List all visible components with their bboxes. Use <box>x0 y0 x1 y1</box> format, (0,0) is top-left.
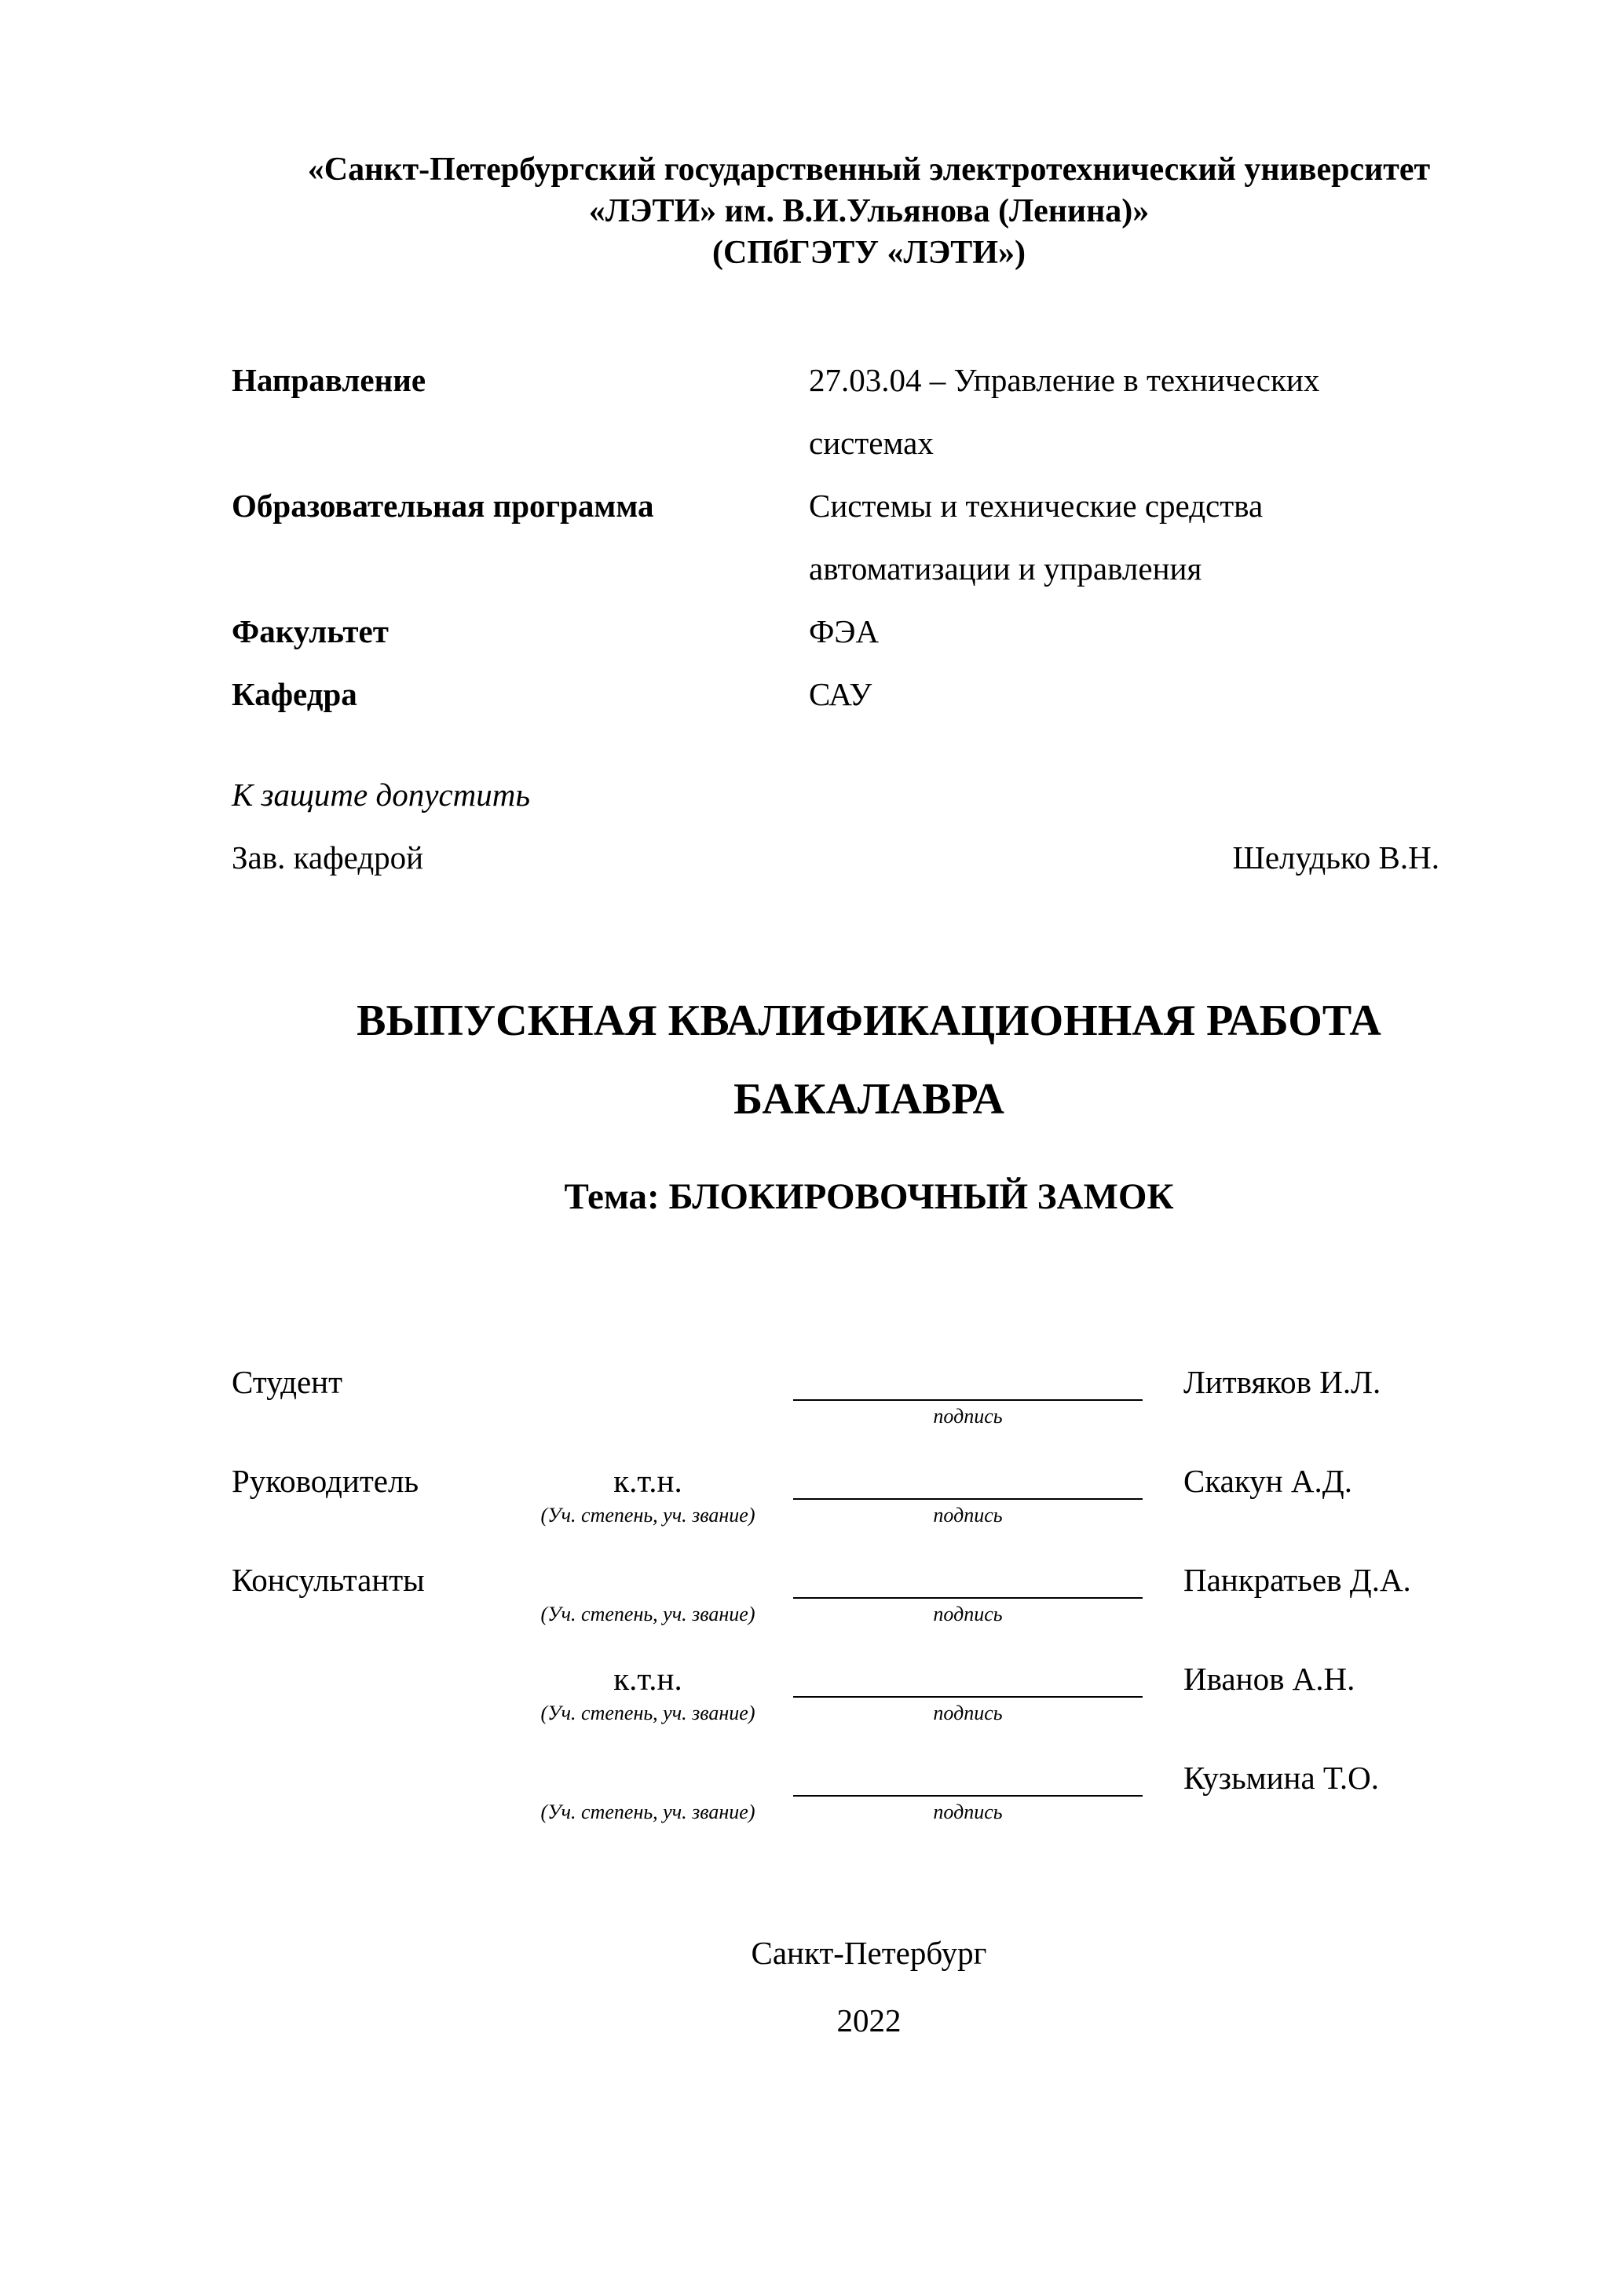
role-caption-empty <box>232 1797 503 1826</box>
signature-cell <box>793 1355 1143 1431</box>
university-abbreviation: (СПбГЭТУ «ЛЭТИ») <box>712 235 1026 271</box>
direction-value: 27.03.04 – Управление в технических системах <box>809 362 1320 461</box>
department-head-name: Шелудько В.Н. <box>1232 839 1439 876</box>
signer-name: Кузьмина Т.О. <box>1183 1760 1379 1796</box>
program-label: Образовательная программа <box>232 488 654 524</box>
degree-cell <box>503 1652 793 1727</box>
degree-cell <box>503 1751 793 1826</box>
role-label <box>232 1652 503 1698</box>
signature-line <box>793 1555 1143 1599</box>
degree-text <box>503 1751 793 1797</box>
signature-row-student <box>232 1355 1506 1431</box>
signature-caption: подпись <box>933 1504 1003 1526</box>
thesis-title-line2: БАКАЛАВРА <box>733 1075 1004 1124</box>
name-cell <box>1183 1652 1355 1727</box>
degree-caption: (Уч. степень, уч. звание) <box>540 1504 755 1526</box>
theme-label: Тема: <box>564 1176 660 1217</box>
name-cell <box>1183 1454 1352 1530</box>
role-label: Студент <box>232 1364 343 1400</box>
name-cell <box>1183 1553 1411 1629</box>
degree-text: к.т.н. <box>613 1463 682 1499</box>
degree-caption: (Уч. степень, уч. звание) <box>540 1702 755 1724</box>
signature-cell <box>793 1454 1143 1530</box>
signature-caption: подпись <box>933 1603 1003 1625</box>
role-cell <box>232 1751 503 1826</box>
signature-line <box>793 1654 1143 1698</box>
department-label: Кафедра <box>232 676 357 712</box>
thesis-title <box>232 982 1506 1139</box>
university-name-line1: «Санкт-Петербургский государственный электротехнический университет <box>307 152 1431 188</box>
university-header <box>232 149 1506 274</box>
signature-line <box>793 1357 1143 1401</box>
signature-caption: подпись <box>933 1405 1003 1428</box>
degree-caption-empty <box>503 1401 793 1431</box>
signature-cell <box>793 1751 1143 1826</box>
faculty-value: ФЭА <box>809 613 880 649</box>
role-caption-empty <box>232 1698 503 1727</box>
degree-cell <box>503 1355 793 1431</box>
program-value: Системы и технические средства автоматизации и управления <box>809 488 1264 587</box>
signer-name: Литвяков И.Л. <box>1183 1364 1381 1400</box>
signature-row-consultant-3 <box>232 1751 1506 1826</box>
role-cell <box>232 1355 503 1431</box>
role-caption-empty <box>232 1401 503 1431</box>
degree-caption: (Уч. степень, уч. звание) <box>540 1603 755 1625</box>
department-head-row <box>232 826 1506 889</box>
info-row-faculty <box>232 600 1506 663</box>
department-value: САУ <box>809 676 872 712</box>
role-cell <box>232 1652 503 1727</box>
role-label: Руководитель <box>232 1463 419 1499</box>
signature-line <box>793 1456 1143 1500</box>
degree-text <box>503 1355 793 1401</box>
role-caption-empty <box>232 1500 503 1530</box>
direction-label: Направление <box>232 362 426 398</box>
faculty-label: Факультет <box>232 613 389 649</box>
degree-text: к.т.н. <box>613 1661 682 1697</box>
role-caption-empty <box>232 1599 503 1629</box>
program-info-table <box>232 349 1506 726</box>
signature-line <box>793 1753 1143 1797</box>
signature-caption: подпись <box>933 1702 1003 1724</box>
degree-text <box>503 1553 793 1599</box>
degree-cell <box>503 1454 793 1530</box>
info-row-department <box>232 663 1506 726</box>
theme-text: БЛОКИРОВОЧНЫЙ ЗАМОК <box>668 1176 1174 1217</box>
permit-to-defense-text: К защите допустить <box>232 777 530 813</box>
footer <box>232 1919 1506 2054</box>
department-head-label: Зав. кафедрой <box>232 839 424 876</box>
role-cell <box>232 1454 503 1530</box>
degree-caption: (Уч. степень, уч. звание) <box>540 1801 755 1823</box>
signatures-block <box>232 1355 1506 1826</box>
signature-cell <box>793 1553 1143 1629</box>
footer-city: Санкт-Петербург <box>751 1935 987 1971</box>
info-row-program <box>232 474 1506 600</box>
signature-cell <box>793 1652 1143 1727</box>
info-row-direction <box>232 349 1506 474</box>
footer-year: 2022 <box>836 2002 902 2038</box>
name-cell <box>1183 1751 1379 1826</box>
role-cell <box>232 1553 503 1629</box>
role-label <box>232 1751 503 1797</box>
signer-name: Скакун А.Д. <box>1183 1463 1352 1499</box>
signer-name: Панкратьев Д.А. <box>1183 1562 1411 1598</box>
university-name-line2: «ЛЭТИ» им. В.И.Ульянова (Ленина)» <box>588 193 1150 229</box>
role-label: Консультанты <box>232 1562 425 1598</box>
thesis-title-line1: ВЫПУСКНАЯ КВАЛИФИКАЦИОННАЯ РАБОТА <box>357 996 1381 1045</box>
signature-caption: подпись <box>933 1801 1003 1823</box>
theme-line <box>232 1173 1506 1220</box>
signature-row-supervisor <box>232 1454 1506 1530</box>
signer-name: Иванов А.Н. <box>1183 1661 1355 1697</box>
degree-cell <box>503 1553 793 1629</box>
signature-row-consultant-2 <box>232 1652 1506 1727</box>
signature-row-consultant-1 <box>232 1553 1506 1629</box>
name-cell <box>1183 1355 1381 1431</box>
